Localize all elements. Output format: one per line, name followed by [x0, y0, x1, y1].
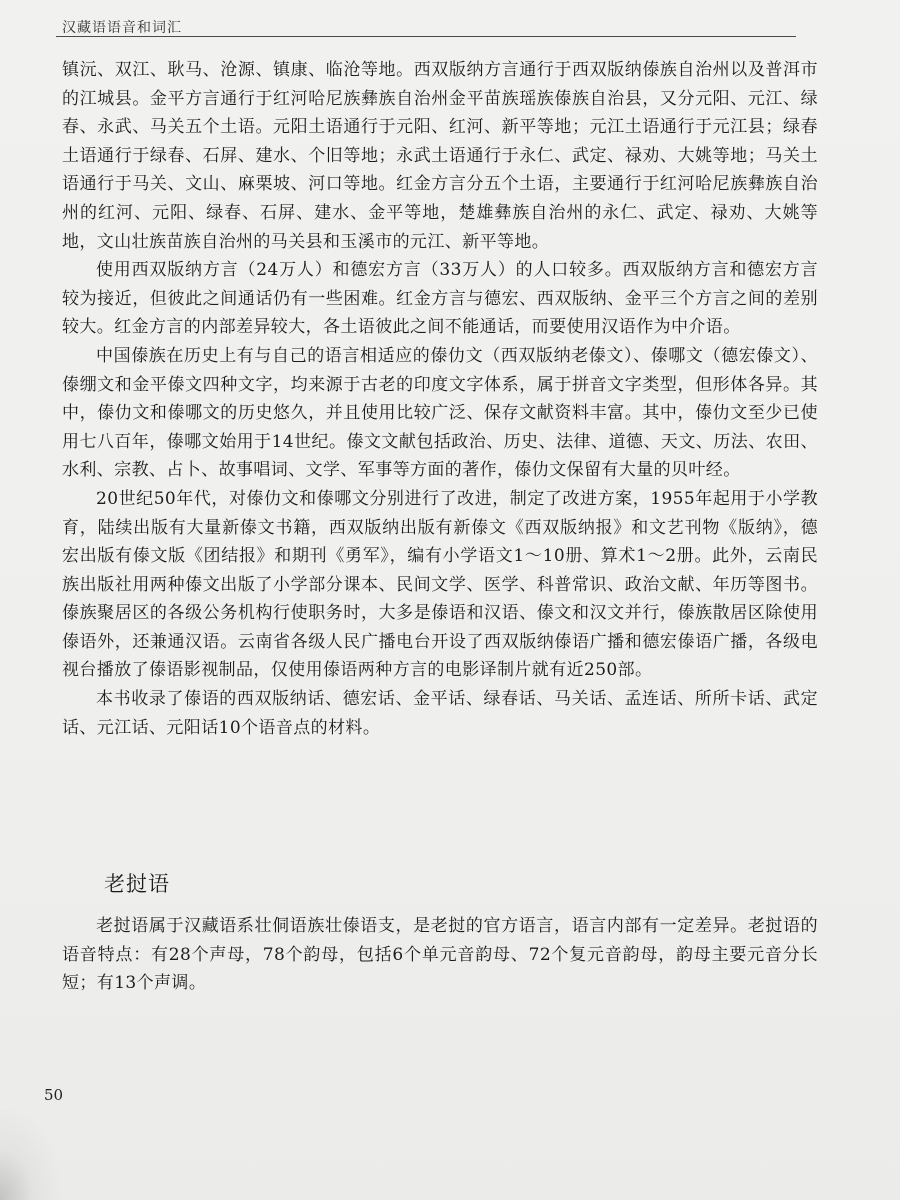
header-rule	[56, 36, 796, 37]
body-text	[62, 56, 818, 742]
paragraph-4: 20世纪50年代，对傣仂文和傣哪文分别进行了改进，制定了改进方案，1955年起用于小学教育，陆续出版有大量新傣文书籍，西双版纳出版有新傣文《西双版纳报》和文艺刊物《版纳》，德宏出版有傣文版《团结报》和期刊《勇军》，编有小学语文1～10册、算术1～2册。此外，云南民族出版社用两种傣文出版了小学部分课本、民间文学、医学、科普常识、政治文献、年历等图书。傣族聚居区的各级公务机构行使职务时，大多是傣语和汉语、傣文和汉文并行，傣族散居区除使用傣语外，还兼通汉语。云南省各级人民广播电台开设了西双版纳傣语广播和德宏傣语广播，各级电视台播放了傣语影视制品，仅使用傣语两种方言的电影译制片就有近250部。	[62, 488, 818, 681]
paragraph-3: 中国傣族在历史上有与自己的语言相适应的傣仂文（西双版纳老傣文）、傣哪文（德宏傣文）、傣绷文和金平傣文四种文字，均来源于古老的印度文字体系，属于拼音文字类型，但形体各异。其中，傣仂文和傣哪文的历史悠久，并且使用比较广泛、保存文献资料丰富。其中，傣仂文至少已使用七八百年，傣哪文始用于14世纪。傣文文献包括政治、历史、法律、道德、天文、历法、农田、水利、宗教、占卜、故事唱词、文学、军事等方面的著作，傣仂文保留有大量的贝叶经。	[62, 345, 818, 481]
section-heading: 老挝语	[104, 872, 170, 896]
section-paragraph: 老挝语属于汉藏语系壮侗语族壮傣语支，是老挝的官方语言，语言内部有一定差异。老挝语的语音特点：有28个声母，78个韵母，包括6个单元音韵母、72个复元音韵母，韵母主要元音分长短；有13个声调。	[62, 916, 818, 994]
paragraph-5: 本书收录了傣语的西双版纳话、德宏话、金平话、绿春话、马关话、孟连话、所所卡话、武定话、元江话、元阳话10个语音点的材料。	[62, 689, 818, 738]
running-head: 汉藏语语音和词汇	[62, 20, 182, 36]
page-number: 50	[44, 1086, 64, 1104]
paragraph-1: 镇沅、双江、耿马、沧源、镇康、临沧等地。西双版纳方言通行于西双版纳傣族自治州以及普洱市的江城县。金平方言通行于红河哈尼族彝族自治州金平苗族瑶族傣族自治县，又分元阳、元江、绿春、永武、马关五个土语。元阳土语通行于元阳、红河、新平等地；元江土语通行于元江县；绿春土语通行于绿春、石屏、建水、个旧等地；永武土语通行于永仁、武定、禄劝、大姚等地；马关土语通行于马关、文山、麻栗坡、河口等地。红金方言分五个土语，主要通行于红河哈尼族彝族自治州的红河、元阳、绿春、石屏、建水、金平等地，楚雄彝族自治州的永仁、武定、禄劝、大姚等地，文山壮族苗族自治州的马关县和玉溪市的元江、新平等地。	[62, 60, 818, 252]
page-curl-shadow	[0, 1110, 60, 1200]
paragraph-2: 使用西双版纳方言（24万人）和德宏方言（33万人）的人口较多。西双版纳方言和德宏方言较为接近，但彼此之间通话仍有一些困难。红金方言与德宏、西双版纳、金平三个方言之间的差别较大。红金方言的内部差异较大，各土语彼此之间不能通话，而要使用汉语作为中介语。	[62, 260, 818, 338]
